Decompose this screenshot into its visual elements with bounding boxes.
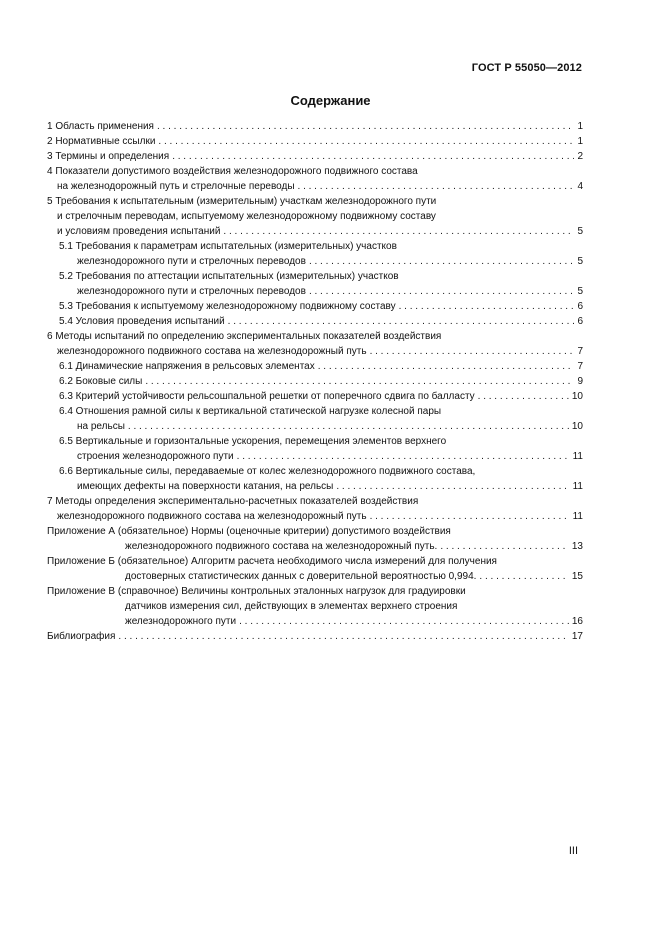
toc-entry-text: железнодорожного подвижного состава на железнодорожный путь	[57, 346, 367, 357]
leader-dots	[158, 134, 574, 149]
leader-dots	[478, 389, 569, 404]
toc-entry-text: 5.4 Условия проведения испытаний	[59, 316, 225, 327]
leader-dots	[223, 224, 574, 239]
leader-dots	[237, 449, 570, 464]
toc-entry-text: железнодорожного подвижного состава на железнодорожный путь	[57, 511, 367, 522]
toc-entry[interactable]	[47, 164, 583, 194]
toc-entry-text: 6.1 Динамические напряжения в рельсовых элементах	[59, 361, 315, 372]
toc-page-number: 2	[577, 151, 583, 162]
toc-entry-text: достоверных статистических данных с доверительной вероятностью 0,994.	[125, 571, 477, 582]
leader-dots	[399, 299, 575, 314]
toc-entry-text: Приложение А (обязательное) Нормы (оценочные критерии) допустимого воздействия	[47, 526, 451, 537]
table-of-contents	[47, 119, 583, 644]
leader-dots	[172, 149, 574, 164]
page-title: Содержание	[290, 93, 371, 108]
toc-entry[interactable]	[47, 374, 583, 389]
toc-entry-text: Библиография	[47, 631, 116, 642]
toc-entry[interactable]	[47, 524, 583, 554]
leader-dots	[228, 314, 575, 329]
leader-dots	[479, 569, 568, 584]
document-code: ГОСТ Р 55050—2012	[471, 62, 582, 74]
toc-entry-text: 6.4 Отношения рамной силы к вертикальной статической нагрузке колесной пары	[59, 406, 442, 417]
toc-page-number: 6	[577, 301, 583, 312]
toc-entry-text: 4 Показатели допустимого воздействия железнодорожного подвижного состава	[47, 166, 418, 177]
toc-entry[interactable]	[47, 389, 583, 404]
toc-entry-text: строения железнодорожного пути	[77, 451, 234, 462]
toc-page-number: 9	[577, 376, 583, 387]
toc-entry[interactable]	[47, 239, 583, 269]
toc-entry[interactable]	[47, 194, 583, 239]
toc-entry-text: 6 Методы испытаний по определению экспериментальных показателей воздействия	[47, 331, 442, 342]
toc-entry-text: имеющих дефекты на поверхности катания, на рельсы	[77, 481, 334, 492]
toc-entry-text: 5.1 Требования к параметрам испытательных (измерительных) участков	[59, 241, 397, 252]
toc-entry-text: 7 Методы определения экспериментально-расчетных показателей воздействия	[47, 496, 419, 507]
toc-entry[interactable]	[47, 119, 583, 134]
toc-entry-text: железнодорожного пути и стрелочных переводов	[77, 286, 306, 297]
toc-entry[interactable]	[47, 149, 583, 164]
toc-entry[interactable]	[47, 404, 583, 434]
toc-entry-text: и стрелочным переводам, испытуемому железнодорожному подвижному составу	[57, 211, 436, 222]
toc-entry[interactable]	[47, 494, 583, 524]
toc-page-number: 7	[577, 346, 583, 357]
toc-page-number: 7	[577, 361, 583, 372]
toc-page-number: 6	[577, 316, 583, 327]
toc-entry-text: Приложение В (справочное) Величины контрольных эталонных нагрузок для градуировки	[47, 586, 466, 597]
toc-entry-text: 6.5 Вертикальные и горизонтальные ускорения, перемещения элементов верхнего	[59, 436, 447, 447]
toc-entry[interactable]	[47, 269, 583, 299]
toc-page-number: 15	[571, 571, 583, 582]
toc-entry[interactable]	[47, 629, 583, 644]
toc-page-number: 1	[577, 136, 583, 147]
toc-entry-text: железнодорожного пути	[125, 616, 237, 627]
toc-entry-text: 6.3 Критерий устойчивости рельсошпальной решетки от поперечного сдвига по балласту	[59, 391, 475, 402]
leader-dots	[440, 539, 569, 554]
toc-entry-text: и условиям проведения испытаний	[57, 226, 221, 237]
leader-dots	[370, 509, 570, 524]
toc-page-number: 5	[577, 226, 583, 237]
toc-entry-text: датчиков измерения сил, действующих в элементах верхнего строения	[125, 601, 458, 612]
toc-entry[interactable]	[47, 584, 583, 629]
toc-entry-text: 5 Требования к испытательным (измерительным) участкам железнодорожного пути	[47, 196, 437, 207]
leader-dots	[370, 344, 575, 359]
leader-dots	[336, 479, 569, 494]
leader-dots	[239, 614, 569, 629]
toc-entry-text: 5.2 Требования по аттестации испытательных (измерительных) участков	[59, 271, 399, 282]
toc-entry-text: 3 Термины и определения	[47, 151, 170, 162]
toc-page-number: 11	[572, 481, 583, 492]
leader-dots	[318, 359, 575, 374]
toc-page-number: 13	[571, 541, 583, 552]
toc-page-number: 11	[572, 511, 583, 522]
toc-page-number: 4	[577, 181, 583, 192]
toc-entry[interactable]	[47, 329, 583, 359]
toc-entry[interactable]	[47, 434, 583, 464]
leader-dots	[309, 254, 575, 269]
leader-dots	[145, 374, 574, 389]
toc-page-number: 11	[572, 451, 583, 462]
toc-entry[interactable]	[47, 554, 583, 584]
leader-dots	[309, 284, 575, 299]
leader-dots	[128, 419, 569, 434]
toc-entry[interactable]	[47, 359, 583, 374]
leader-dots	[157, 119, 574, 134]
toc-entry-text: на рельсы	[77, 421, 125, 432]
toc-page-number: 1	[577, 121, 583, 132]
toc-page-number: 5	[577, 256, 583, 267]
toc-page-number: 5	[577, 286, 583, 297]
toc-entry-text: 6.6 Вертикальные силы, передаваемые от колес железнодорожного подвижного состава,	[59, 466, 476, 477]
toc-entry[interactable]	[47, 314, 583, 329]
toc-entry-text: 5.3 Требования к испытуемому железнодорожному подвижному составу	[59, 301, 396, 312]
leader-dots	[298, 179, 575, 194]
toc-entry-text: железнодорожного пути и стрелочных переводов	[77, 256, 306, 267]
toc-entry-text: 6.2 Боковые силы	[59, 376, 143, 387]
toc-entry[interactable]	[47, 299, 583, 314]
leader-dots	[118, 629, 568, 644]
toc-entry-text: на железнодорожный путь и стрелочные переводы	[57, 181, 295, 192]
toc-page-number: 10	[571, 391, 583, 402]
toc-page-number: 17	[571, 631, 583, 642]
toc-entry[interactable]	[47, 134, 583, 149]
toc-entry-text: 2 Нормативные ссылки	[47, 136, 156, 147]
toc-entry-text: Приложение Б (обязательное) Алгоритм расчета необходимого числа измерений для получения	[47, 556, 497, 567]
page-number: III	[568, 845, 578, 857]
toc-entry[interactable]	[47, 464, 583, 494]
toc-entry-text: 1 Область применения	[47, 121, 154, 132]
toc-entry-text: железнодорожного подвижного состава на железнодорожный путь.	[125, 541, 438, 552]
toc-page-number: 10	[571, 421, 583, 432]
toc-page-number: 16	[571, 616, 583, 627]
